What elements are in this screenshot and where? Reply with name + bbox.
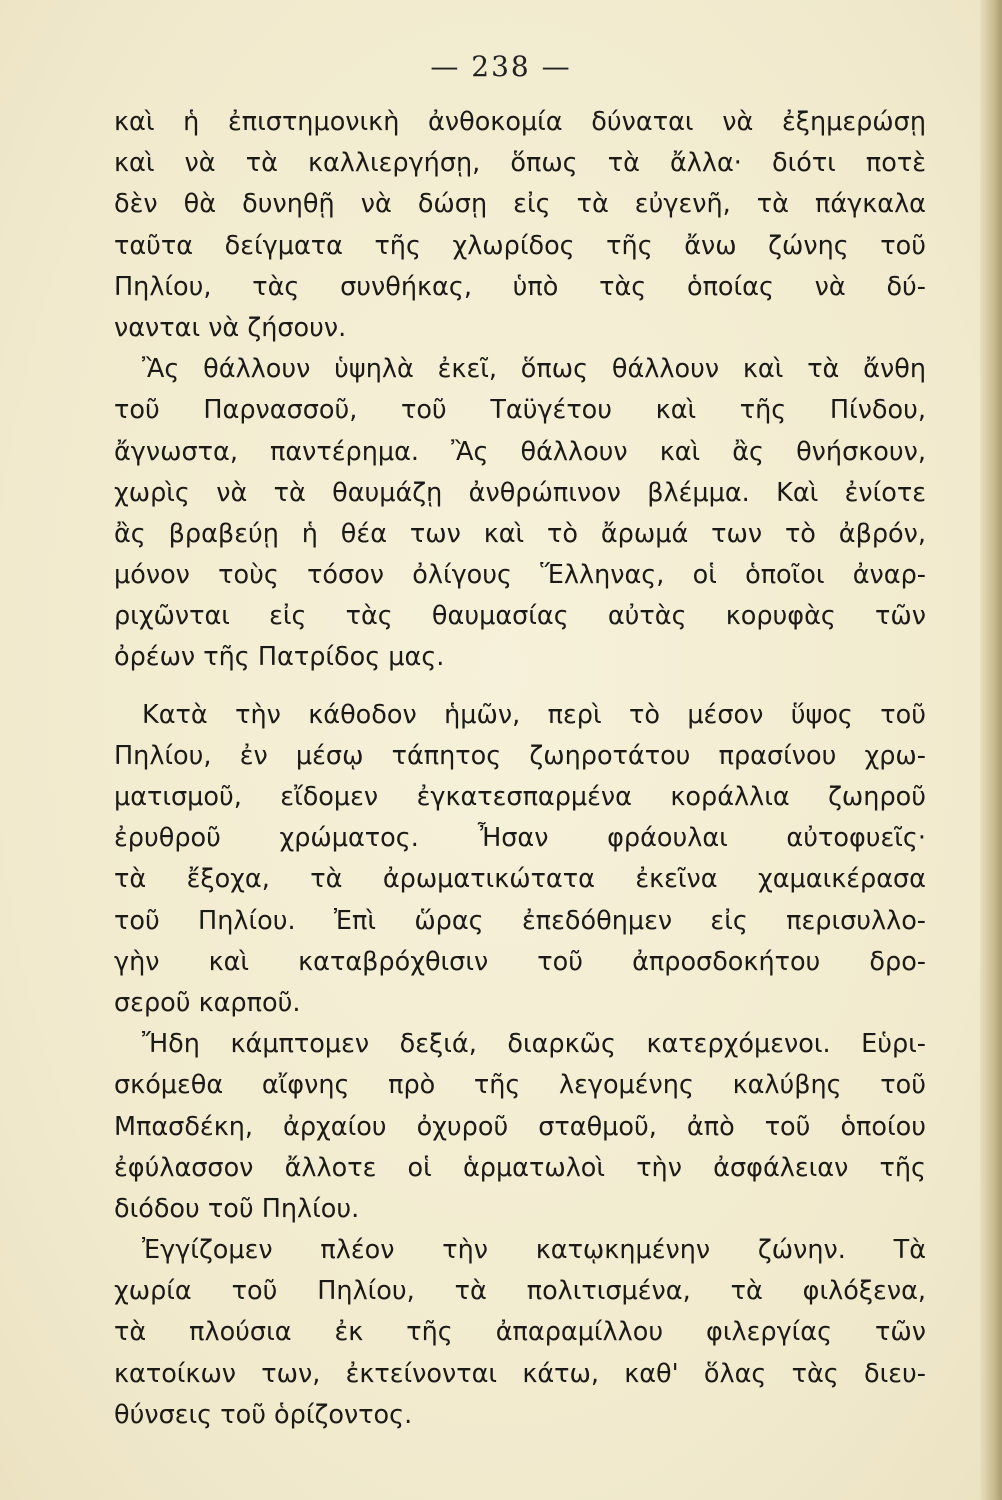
paragraph [114, 695, 926, 1025]
text-line: σκόμεθα αἴφνης πρὸ τῆς λεγομένης καλύβης τοῦ [114, 1070, 926, 1101]
paragraph [114, 349, 926, 679]
text-line: Πηλίου, τὰς συνθήκας, ὑπὸ τὰς ὁποίας νὰ δύ- [114, 271, 926, 302]
text-line: Κατὰ τὴν κάθοδον ἡμῶν, περὶ τὸ μέσον ὕψος τοῦ [142, 699, 926, 730]
text-line: Ἐγγίζομεν πλέον τὴν κατῳκημένην ζώνην. Τὰ [142, 1235, 926, 1266]
text-line: θύνσεις τοῦ ὁρίζοντος. [114, 1399, 413, 1430]
text-line: κατοίκων των, ἐκτείνονται κάτω, καθ' ὅλας τὰς διευ- [114, 1358, 926, 1389]
text-line: χωρία τοῦ Πηλίου, τὰ πολιτισμένα, τὰ φιλόξενα, [114, 1276, 926, 1307]
text-line: τὰ ἔξοχα, τὰ ἀρωματικώτατα ἐκεῖνα χαμαικέρασα [114, 864, 926, 895]
text-line: δὲν θὰ δυνηθῇ νὰ δώσῃ εἰς τὰ εὐγενῆ, τὰ πάγκαλα [114, 189, 926, 220]
paragraph-gap [114, 679, 926, 695]
text-line: καὶ ἡ ἐπιστημονικὴ ἀνθοκομία δύναται νὰ ἐξημερώσῃ [114, 107, 926, 137]
paragraph [114, 102, 926, 349]
page-number: — 238 — [430, 50, 572, 83]
text-line: διόδου τοῦ Πηλίου. [114, 1193, 360, 1224]
body-text [114, 102, 926, 1436]
text-line: καὶ νὰ τὰ καλλιεργήσῃ, ὅπως τὰ ἄλλα· διότι ποτὲ [114, 148, 926, 179]
text-line: τὰ πλούσια ἐκ τῆς ἀπαραμίλλου φιλεργίας τῶν [114, 1317, 926, 1348]
paragraph [114, 1230, 926, 1436]
text-line: ταῦτα δείγματα τῆς χλωρίδος τῆς ἄνω ζώνης τοῦ [114, 230, 926, 261]
text-line: ἄγνωστα, παντέρημα. Ἂς θάλλουν καὶ ἂς θνήσκουν, [114, 436, 926, 467]
text-line: ὀρέων τῆς Πατρίδος μας. [114, 642, 445, 673]
text-line: σεροῦ καρποῦ. [114, 987, 301, 1018]
text-line: ἐφύλασσον ἄλλοτε οἱ ἁρματωλοὶ τὴν ἀσφάλειαν τῆς [114, 1152, 926, 1183]
text-line: Ἤδη κάμπτομεν δεξιά, διαρκῶς κατερχόμενοι. Εὑρι- [142, 1029, 926, 1060]
text-line: μόνον τοὺς τόσον ὀλίγους Ἕλληνας, οἱ ὁποῖοι ἀναρ- [114, 560, 926, 591]
text-line: χωρὶς νὰ τὰ θαυμάζῃ ἀνθρώπινον βλέμμα. Καὶ ἐνίοτε [114, 477, 926, 508]
text-line: νανται νὰ ζήσουν. [114, 312, 347, 343]
text-line: τοῦ Παρνασσοῦ, τοῦ Ταϋγέτου καὶ τῆς Πίνδου, [114, 395, 926, 426]
text-line: ἐρυθροῦ χρώματος. Ἦσαν φράουλαι αὐτοφυεῖς· [114, 823, 926, 854]
text-line: ἂς βραβεύῃ ἡ θέα των καὶ τὸ ἄρωμά των τὸ ἀβρόν, [114, 518, 926, 549]
text-line: τοῦ Πηλίου. Ἐπὶ ὥρας ἐπεδόθημεν εἰς περισυλλο- [114, 905, 926, 936]
page-edge-shadow [980, 0, 1002, 1500]
text-line: γὴν καὶ καταβρόχθισιν τοῦ ἀπροσδοκήτου δρο- [114, 946, 926, 977]
text-line: ματισμοῦ, εἴδομεν ἐγκατεσπαρμένα κοράλλια ζωηροῦ [114, 782, 926, 812]
text-line: Μπασδέκη, ἀρχαίου ὀχυροῦ σταθμοῦ, ἀπὸ τοῦ ὁποίου [114, 1111, 926, 1142]
text-line: ριχῶνται εἰς τὰς θαυμασίας αὐτὰς κορυφὰς τῶν [114, 601, 926, 632]
text-line: Ἂς θάλλουν ὑψηλὰ ἐκεῖ, ὅπως θάλλουν καὶ τὰ ἄνθη [142, 354, 926, 385]
paragraph [114, 1024, 926, 1230]
text-line: Πηλίου, ἐν μέσῳ τάπητος ζωηροτάτου πρασίνου χρω- [114, 740, 926, 771]
